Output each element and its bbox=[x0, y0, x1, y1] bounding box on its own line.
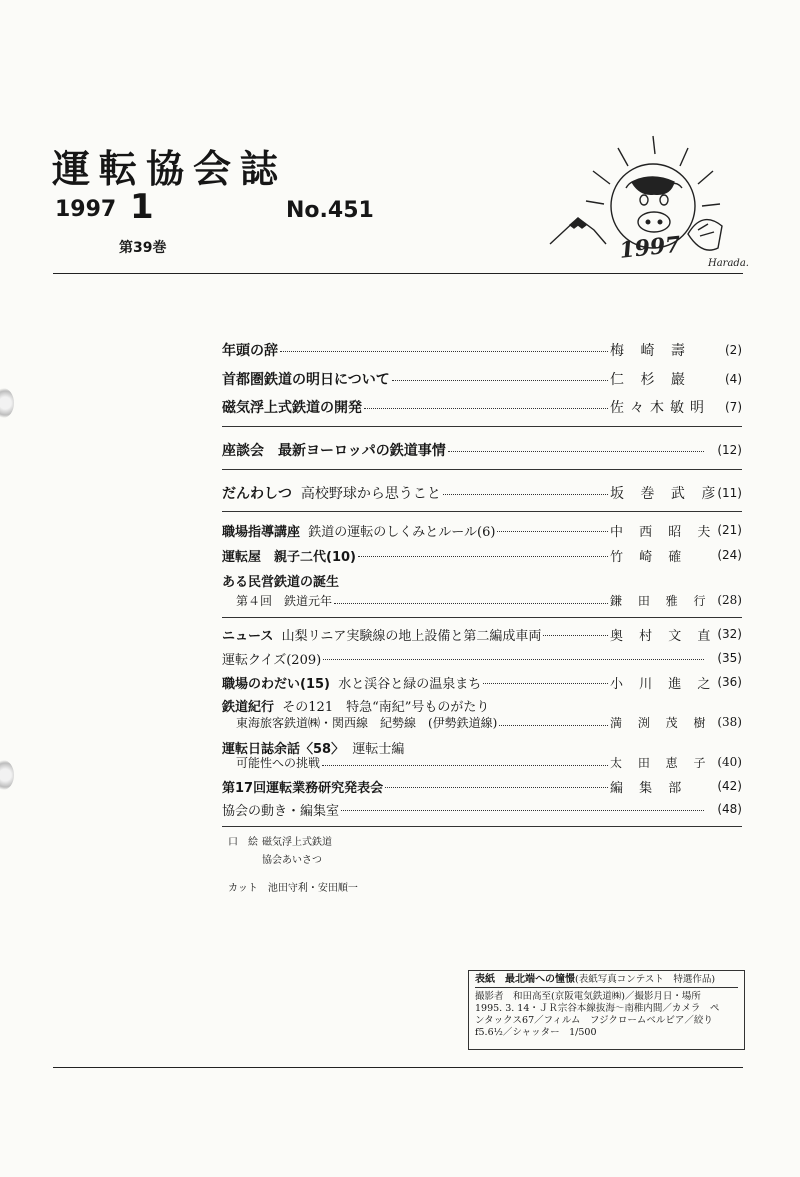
toc-subtitle: 山梨リニア実験線の地上設備と第二編成車両 bbox=[281, 628, 542, 644]
toc-row[interactable] bbox=[222, 339, 742, 361]
volume-number: 第39巻 bbox=[119, 240, 167, 256]
toc-page: (36) bbox=[717, 675, 742, 689]
new-year-cow-illustration bbox=[548, 126, 758, 276]
frontispiece-item: 協会あいさつ bbox=[262, 855, 322, 866]
toc-row[interactable] bbox=[222, 648, 742, 668]
toc-leader bbox=[323, 659, 704, 660]
toc-title: 鉄道紀行 bbox=[222, 699, 275, 715]
toc-leader bbox=[364, 408, 608, 409]
toc-title: 職場指導講座 bbox=[222, 524, 301, 540]
toc-subtitle: その121 特急“南紀”号ものがたり bbox=[282, 699, 490, 715]
toc-leader bbox=[385, 787, 608, 788]
toc-row[interactable] bbox=[222, 624, 742, 644]
toc-page: (4) bbox=[725, 372, 742, 386]
toc-title: ある民営鉄道の誕生 bbox=[222, 574, 340, 590]
toc-title: 運転日誌余話〈58〉 bbox=[222, 741, 345, 757]
cover-caption-box bbox=[468, 970, 745, 1050]
cover-credit-line: 撮影者 和田高至(京阪電気鉄道㈱)／撮影月日・場所 bbox=[475, 991, 701, 1002]
toc-row[interactable] bbox=[222, 439, 742, 461]
binder-hole-bottom bbox=[0, 760, 14, 790]
toc-separator bbox=[222, 469, 742, 470]
footer-divider bbox=[53, 1067, 743, 1068]
toc-page: (2) bbox=[725, 343, 742, 357]
toc-subline-text: 第４回 鉄道元年 bbox=[236, 593, 333, 608]
cover-credit-line: 1995. 3. 14・ＪＲ宗谷本線抜海～南稚内間／カメラ ペ bbox=[475, 1003, 720, 1014]
toc-author: 仁 杉 巖 bbox=[610, 372, 691, 388]
toc-row[interactable] bbox=[222, 482, 742, 504]
toc-row[interactable] bbox=[222, 672, 742, 692]
toc-separator bbox=[222, 617, 742, 618]
toc-subtitle: 水と渓谷と緑の温泉まち bbox=[338, 676, 482, 692]
toc-separator bbox=[222, 426, 742, 427]
toc-leader bbox=[341, 810, 704, 811]
toc-title: 年頭の辞 bbox=[222, 343, 278, 359]
toc-author: 竹 崎 確 bbox=[610, 549, 688, 565]
toc-leader bbox=[334, 603, 608, 604]
toc-leader bbox=[448, 451, 704, 452]
toc-row[interactable] bbox=[222, 570, 742, 590]
toc-author: 鎌 田 雅 行 bbox=[610, 593, 712, 608]
binder-hole-top bbox=[0, 388, 14, 418]
toc-title: 第17回運転業務研究発表会 bbox=[222, 780, 384, 796]
toc-author: 梅 崎 壽 bbox=[610, 343, 691, 359]
toc-leader bbox=[443, 494, 608, 495]
toc-row[interactable] bbox=[222, 520, 742, 540]
toc-author: 編 集 部 bbox=[610, 780, 688, 796]
toc-leader bbox=[322, 765, 608, 766]
toc-row[interactable] bbox=[222, 799, 742, 819]
toc-leader bbox=[499, 725, 608, 726]
illustrator-signature: Harada. bbox=[708, 258, 749, 269]
toc-page: (24) bbox=[717, 548, 742, 562]
toc-subline[interactable] bbox=[236, 713, 742, 731]
toc-subline-text: 可能性への挑戦 bbox=[236, 755, 321, 770]
toc-title: 首都圏鉄道の明日について bbox=[222, 372, 390, 388]
cover-label: 表紙 最北端への憧憬 bbox=[475, 974, 575, 985]
issue-year: 1997 bbox=[55, 197, 117, 222]
toc-title: ニュース bbox=[222, 628, 274, 644]
toc-leader bbox=[392, 380, 608, 381]
cover-label-note: (表紙写真コンテスト 特選作品) bbox=[575, 974, 716, 985]
toc-subline-text: 東海旅客鉄道㈱・関西線 紀勢線 (伊勢鉄道線) bbox=[236, 715, 498, 730]
toc-page: (7) bbox=[725, 400, 742, 414]
toc-page: (32) bbox=[717, 627, 742, 641]
toc-title: 運転クイズ(209) bbox=[222, 652, 322, 668]
toc-page: (38) bbox=[717, 715, 742, 729]
toc-page: (35) bbox=[717, 651, 742, 665]
issue-month: 1 bbox=[130, 187, 154, 227]
toc-page: (40) bbox=[717, 755, 742, 769]
toc-title: 座談会 最新ヨーロッパの鉄道事情 bbox=[222, 443, 446, 459]
magazine-title: 運転協会誌 bbox=[52, 147, 288, 191]
illustration-year-text: 1997 bbox=[618, 231, 682, 264]
toc-page: (42) bbox=[717, 779, 742, 793]
toc-subtitle: 鉄道の運転のしくみとルール(6) bbox=[308, 524, 496, 540]
toc-author: 太 田 恵 子 bbox=[610, 755, 712, 770]
toc-separator bbox=[222, 511, 742, 512]
toc-author: 満 渕 茂 樹 bbox=[610, 715, 712, 730]
toc-leader bbox=[497, 531, 608, 532]
toc-subtitle: 高校野球から思うこと bbox=[300, 486, 441, 502]
toc-title: だんわしつ bbox=[222, 486, 292, 502]
header-divider bbox=[53, 273, 743, 274]
toc-page: (21) bbox=[717, 523, 742, 537]
cover-credit-line: ンタックス67／フィルム フジクロームベルビア／絞り bbox=[475, 1015, 713, 1026]
toc-leader bbox=[280, 351, 608, 352]
cut-credit: カット 池田守利・安田順一 bbox=[228, 883, 358, 894]
toc-row[interactable] bbox=[222, 776, 742, 796]
toc-page: (12) bbox=[717, 443, 742, 457]
toc-row[interactable] bbox=[222, 396, 742, 418]
toc-row[interactable] bbox=[222, 695, 742, 715]
toc-author: 坂 巻 武 彦 bbox=[610, 486, 722, 502]
frontispiece-label: 口 絵 bbox=[228, 837, 258, 848]
toc-title: 磁気浮上式鉄道の開発 bbox=[222, 400, 362, 416]
toc-leader bbox=[358, 556, 608, 557]
toc-separator bbox=[222, 826, 742, 827]
toc-title: 運転屋 親子二代(10) bbox=[222, 549, 356, 565]
toc-author: 奥 村 文 直 bbox=[610, 628, 717, 644]
toc-author: 小 川 進 之 bbox=[610, 676, 717, 692]
toc-page: (48) bbox=[717, 802, 742, 816]
toc-row[interactable] bbox=[222, 368, 742, 390]
toc-author: 佐々木敏明 bbox=[610, 400, 710, 416]
toc-row[interactable] bbox=[222, 545, 742, 565]
toc-leader bbox=[483, 683, 608, 684]
toc-title: 協会の動き・編集室 bbox=[222, 803, 340, 819]
toc-title: 職場のわだい(15) bbox=[222, 676, 330, 692]
toc-page: (11) bbox=[717, 486, 742, 500]
toc-subline[interactable] bbox=[236, 591, 742, 609]
toc-subtitle: 運転士編 bbox=[352, 741, 405, 757]
toc-page: (28) bbox=[717, 593, 742, 607]
toc-author: 中 西 昭 夫 bbox=[610, 524, 717, 540]
frontispiece-item: 磁気浮上式鉄道 bbox=[262, 837, 332, 848]
issue-number: No.451 bbox=[286, 198, 374, 223]
cover-credit-line: f5.6½／シャッター 1/500 bbox=[475, 1027, 597, 1038]
toc-leader bbox=[543, 635, 608, 636]
toc-subline[interactable] bbox=[236, 753, 742, 771]
